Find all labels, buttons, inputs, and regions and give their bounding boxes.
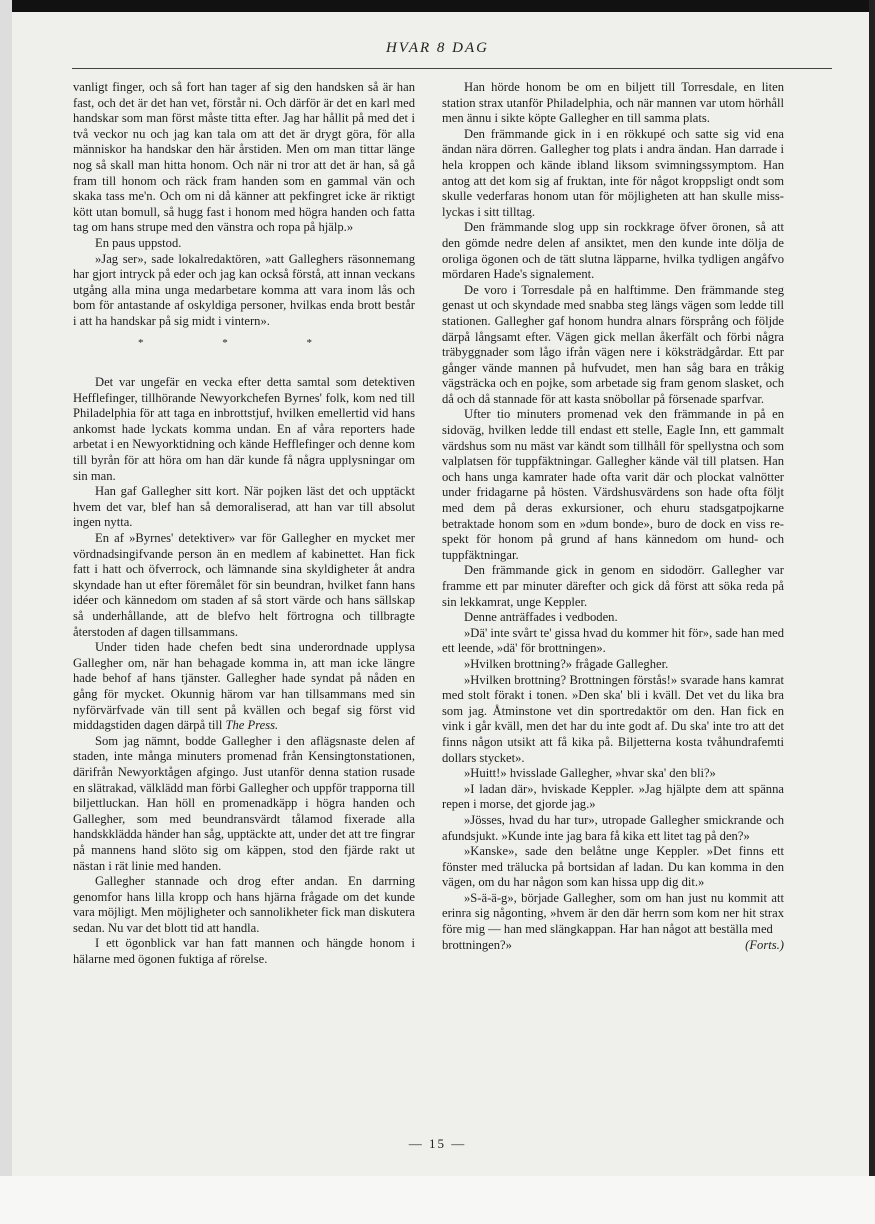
paragraph: Den främmande gick in i en rökkupé och satte sig vid ena ändan nära dörren. Gallegher tog plats i andra ändan. Han darrade i hela kroppen och kände ibland liksom svimningssymptom. Han antog att det kom sig af fruktan, inte för något kroppsligt ondt som skulle vederfaras honom utan för möjligheten att han skulle misslyckas i sitt tilltag. (442, 126, 784, 219)
paragraph: »Dä' inte svårt te' gissa hvad du kommer hit för», sade han med ett leende, »dä' för brottningen». (442, 625, 784, 656)
paragraph: Han hörde honom be om en biljett till Torresdale, en liten station strax utanför Philadelphia, och när mannen var utom hörhåll men ännu i sikte köpte Gallegher en till samma plats. (442, 80, 784, 126)
left-column (73, 80, 415, 968)
paragraph: Den främmande slog upp sin rockkrage öfver öronen, så att den gömde nedre delen af ansiktet, men den kunde inte dölja de oroliga ögonen och de tätt slutna läpparne, hvilka tydligen angåfvo mördaren Hade's signalement. (442, 220, 784, 282)
paragraph-text: Under tiden hade chefen bedt sina underordnade upplysa Gallegher om, när han behagade komma in, att man icke längre hade behof af hans tjänster. Gallegher hade syndat på nåden en gång för mycket. Okunnig härom var han tillsammans med sin nyförvärfvade vän till sent på kvällen och begaf sig först vid middagstiden dagen därpå till (73, 640, 415, 733)
paragraph: Gallegher stannade och drog efter andan. En darrning genomfor hans lilla kropp och hans hjärna frågade om det kunde vara möjligt. Men möjligheter och sannolikheter fick man diskutera sedan. Nu var det blott tid att handla. (73, 874, 415, 935)
paragraph: »Jösses, hvad du har tur», utropade Gallegher smickrande och afundsjukt. »Kunde inte jag bara få kika ett litet tag på den?» (442, 812, 784, 843)
paragraph: »Hvilken brottning? Brottningen förstås!» svarade hans kamrat med stolt förakt i tonen. »Den ska' bli i kväll. Det vet du lika bra som jag. Åtminstone vet din sportredaktör om den. Han fick en vink i går kväll, men det har du inte godt af. Du ska' inte tro att det finns någon utsikt att få kika på. Biljetterna kosta tvåhundrafemti dollars stycket». (442, 672, 784, 765)
paragraph: I ett ögonblick var han fatt mannen och hängde honom i hälarne med ögonen fuktiga af rörelse. (73, 936, 415, 967)
paragraph: Han gaf Gallegher sitt kort. När pojken läst det och upptäckt hvem det var, blef han så demoraliserad, att han var till absolut ingen nytta. (73, 484, 415, 530)
paragraph: vanligt finger, och så fort han tager af sig den handsken så är han fast, och det är det han vet, förstår ni. Och därför är det en karl med handskar som man först måste titta efter. Jag har hållit på med det i två veckor nu och jag kan tala om att det är drygt göra, för alla människor ha handskar den här årstiden. Men om man tittar länge nog så skall man hitta honom. Och när ni tror att det är han, så gå fram till honom och räck fram handen som en gammal vän och skaka tass me'n. Och om ni då känner att pekfingret icke är riktigt kött utan bomull, så hugg fast i honom med högra handen och fatta tag om hans strupe med den vänstra och ropa på hjälp.» (73, 80, 415, 235)
paragraph: Den främmande gick in genom en sidodörr. Gallegher var framme ett par minuter därefter och gick då först att söka reda på sin lekkamrat, unge Keppler. (442, 563, 784, 609)
closing-line (442, 938, 784, 954)
paragraph: »Hvilken brottning?» frågade Gallegher. (464, 656, 669, 671)
paragraph: »Kanske», sade den belåtne unge Keppler. »Det finns ett fönster med trälucka på bortsidan af ladan. Du kan komma in den vägen, om du har någon som kan hissa upp dig dit.» (442, 844, 784, 890)
right-column (442, 80, 784, 953)
closing-text: brottningen?» (442, 937, 512, 952)
section-break-stars: * * * (138, 336, 350, 349)
paragraph: »S-ä-ä-g», började Gallegher, som om han just nu kommit att erinra sig någonting, »hvem är den där herrn som kom ner hit strax före mig — han med slängkappan. Har han något att beställa med (442, 890, 784, 937)
scan-edge-left (0, 0, 12, 1224)
running-header: HVAR 8 DAG (385, 40, 490, 56)
header-rule (72, 68, 832, 69)
paragraph: Det var ungefär en vecka efter detta samtal som detektiven Hefflefinger, tillhörande Newyorkchefen Byrnes' folk, kom ned till Philadelphia för att taga en inbrottstjuf, hvilken emellertid vid hans ankomst hade lyckats komma undan. En af våra reporters hade arbetat i en Newyorktidning och kände Hefflefinger och denne kom till byrån för att höra om han där kunde få några upplysningar om sin man. (73, 375, 415, 483)
page-bottom-margin (0, 1176, 875, 1224)
newspaper-title: The Press. (225, 718, 279, 733)
paragraph: »I ladan där», hviskade Keppler. »Jag hjälpte dem att spänna repen i morse, det gjorde jag.» (442, 781, 784, 812)
paragraph: De voro i Torresdale på en halftimme. Den främmande steg genast ut och skyndade med snabba steg längs vägen som ledde till stationen. Gallegher gaf honom hundra alnars försprång och följde därpå långsamt efter. Vägen gick mellan åkerfält och förbi några träbyggnader som lågo ifrån vägen nere i köksträdgårdar. Ett par gånger vände mannen på hufvudet, men han såg bara en tråkig vägsträcka och en pojke, som arbetade sig fram genom slasket, och då och då stannade för att kasta snöbollar på försenade sparfvar. (442, 282, 784, 406)
paragraph: Ufter tio minuters promenad vek den främmande in på en sidoväg, hvilken ledde till endast ett stelle, Eagle Inn, ett gammalt värdshus som nu mäst var kändt som tillhåll för spellystna och som valplatsen för tuppfäktningar. Gallegher kände väl till platsen. Han och hans unga kamrater hade ofta varit där och plockat valnötter under fridagarne på hösten. Värdshusvärdens son hade ofta följt med dem på deras exkursioner, och ehuru stadsgatpojkarne betraktade honom som en »dum bonde», buro de dock en viss respekt för honom på grund af hans kännedom om hund- och tuppfäktningar. (442, 407, 784, 562)
scan-edge-right (869, 0, 875, 1224)
scan-edge-top (0, 0, 875, 12)
paragraph: »Jag ser», sade lokalredaktören, »att Galleghers räsonnemang har gjort intryck på eder och jag kan också förstå, att innan veckans utgång alla mina unga medarbetare komma att vara inom lås och bom för antastande af oskyldiga personer, hvilkas enda brott består i att ha handskar på sig midt i vintern». (73, 251, 415, 328)
paragraph: »Huitt!» hvisslade Gallegher, »hvar ska' den bli?» (464, 766, 716, 781)
paragraph: En af »Byrnes' detektiver» var för Gallegher en mycket mer vördnadsingifvande person än en medlem af kabinettet. Han fick fatt i hatt och öfverrock, och lämnande sina skyldigheter åt andra skyndade han ut efter föremålet för sin beundran, hvilket fann hans idéer och kännedom om staden af så stort värde och hans sällskap så underhållande, att de blefvo helt förtrogna och tillbragte återstoden af dagen tillsammans. (73, 531, 415, 639)
paragraph (73, 640, 415, 734)
continued-note: (Forts.) (745, 937, 784, 952)
page-number: — 15 — (408, 1136, 467, 1151)
paragraph: En paus uppstod. (95, 235, 182, 250)
paragraph: Som jag nämnt, bodde Gallegher i den aflägsnaste delen af staden, inte många minuters promenad från Kensingtonstationen, därifrån Newyorktågen afgingo. Just utanför denna station rusade en slätrakad, välklädd man förbi Gallegher och uppför trapporna till biljettluckan. Han höll en promenadkäpp i högra handen och Gallegher, som med beundransvärdt tålamod fixerade alla handskklädda händer han såg, upptäckte att, under det att tre fingrar på mannens hand slöto sig om käppen, stod den fjärde rakt ut nästan i rät linie med handen. (73, 733, 416, 873)
paragraph: Denne anträffades i vedboden. (464, 610, 618, 625)
